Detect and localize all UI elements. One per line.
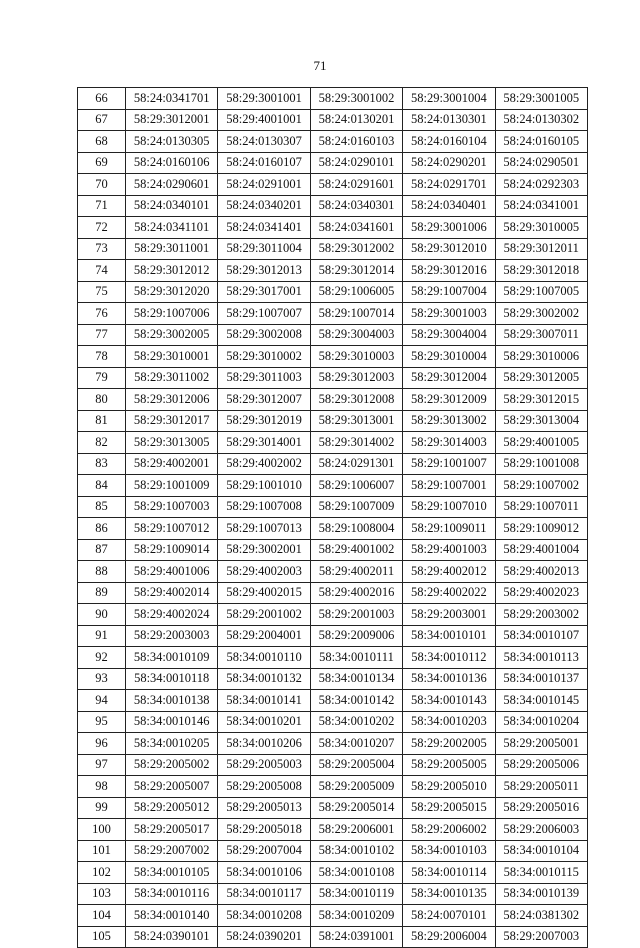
cadastral-number-cell: 58:24:0160103	[310, 131, 402, 153]
table-row	[78, 453, 588, 475]
cadastral-number-cell: 58:34:0010208	[218, 905, 310, 927]
table-row	[78, 152, 588, 174]
cadastral-number-cell: 58:29:2005006	[495, 754, 587, 776]
cadastral-number-cell: 58:24:0160106	[126, 152, 218, 174]
row-number-cell: 93	[78, 668, 126, 690]
cadastral-number-cell: 58:34:0010103	[403, 840, 495, 862]
cadastral-number-cell: 58:34:0010114	[403, 862, 495, 884]
cadastral-number-cell: 58:24:0130302	[495, 109, 587, 131]
table-row	[78, 819, 588, 841]
cadastral-number-cell: 58:29:2004001	[218, 625, 310, 647]
table-row	[78, 776, 588, 798]
cadastral-number-cell: 58:24:0391001	[310, 926, 402, 948]
table-row	[78, 260, 588, 282]
row-number-cell: 97	[78, 754, 126, 776]
cadastral-number-cell: 58:34:0010116	[126, 883, 218, 905]
cadastral-number-cell: 58:29:1007005	[495, 281, 587, 303]
cadastral-number-cell: 58:29:3010003	[310, 346, 402, 368]
table-row	[78, 539, 588, 561]
cadastral-number-cell: 58:24:0292303	[495, 174, 587, 196]
cadastral-number-cell: 58:34:0010140	[126, 905, 218, 927]
cadastral-number-cell: 58:29:1001007	[403, 453, 495, 475]
cadastral-number-cell: 58:24:0381302	[495, 905, 587, 927]
cadastral-number-cell: 58:24:0290601	[126, 174, 218, 196]
cadastral-number-cell: 58:29:1007004	[403, 281, 495, 303]
cadastral-number-cell: 58:29:3001002	[310, 88, 402, 110]
cadastral-number-cell: 58:29:1009012	[495, 518, 587, 540]
cadastral-number-cell: 58:29:3012018	[495, 260, 587, 282]
cadastral-number-cell: 58:29:2007002	[126, 840, 218, 862]
table-row	[78, 238, 588, 260]
cadastral-number-cell: 58:24:0130301	[403, 109, 495, 131]
cadastral-number-cell: 58:34:0010141	[218, 690, 310, 712]
cadastral-number-cell: 58:29:2005014	[310, 797, 402, 819]
table-row	[78, 561, 588, 583]
cadastral-number-cell: 58:29:1007009	[310, 496, 402, 518]
cadastral-number-cell: 58:24:0130201	[310, 109, 402, 131]
row-number-cell: 92	[78, 647, 126, 669]
cadastral-number-cell: 58:24:0291001	[218, 174, 310, 196]
table-row	[78, 883, 588, 905]
cadastral-number-cell: 58:29:3014003	[403, 432, 495, 454]
cadastral-number-cell: 58:29:3013005	[126, 432, 218, 454]
cadastral-number-cell: 58:34:0010110	[218, 647, 310, 669]
cadastral-number-cell: 58:29:3004004	[403, 324, 495, 346]
cadastral-number-cell: 58:29:2005015	[403, 797, 495, 819]
table-row	[78, 195, 588, 217]
table-row	[78, 733, 588, 755]
cadastral-number-cell: 58:29:4002016	[310, 582, 402, 604]
row-number-cell: 66	[78, 88, 126, 110]
cadastral-number-cell: 58:29:2005011	[495, 776, 587, 798]
cadastral-number-cell: 58:29:2003003	[126, 625, 218, 647]
cadastral-number-cell: 58:29:2005016	[495, 797, 587, 819]
cadastral-number-cell: 58:29:1007002	[495, 475, 587, 497]
cadastral-number-cell: 58:29:4001003	[403, 539, 495, 561]
cadastral-number-cell: 58:24:0130307	[218, 131, 310, 153]
cadastral-number-cell: 58:29:3010006	[495, 346, 587, 368]
cadastral-number-cell: 58:29:1006007	[310, 475, 402, 497]
cadastral-number-cell: 58:29:4002001	[126, 453, 218, 475]
cadastral-number-cell: 58:24:0291701	[403, 174, 495, 196]
cadastral-number-cell: 58:29:1007006	[126, 303, 218, 325]
cadastral-number-cell: 58:29:2005010	[403, 776, 495, 798]
cadastral-number-cell: 58:29:2005004	[310, 754, 402, 776]
table-row	[78, 303, 588, 325]
row-number-cell: 84	[78, 475, 126, 497]
cadastral-number-cell: 58:24:0160107	[218, 152, 310, 174]
cadastral-number-cell: 58:24:0130305	[126, 131, 218, 153]
cadastral-number-cell: 58:29:3013002	[403, 410, 495, 432]
cadastral-number-cell: 58:24:0341601	[310, 217, 402, 239]
cadastral-number-cell: 58:29:3002008	[218, 324, 310, 346]
row-number-cell: 104	[78, 905, 126, 927]
cadastral-number-cell: 58:29:3012010	[403, 238, 495, 260]
cadastral-number-cell: 58:29:4002014	[126, 582, 218, 604]
cadastral-number-cell: 58:29:4002011	[310, 561, 402, 583]
table-row	[78, 926, 588, 948]
row-number-cell: 94	[78, 690, 126, 712]
row-number-cell: 90	[78, 604, 126, 626]
row-number-cell: 83	[78, 453, 126, 475]
cadastral-number-cell: 58:34:0010137	[495, 668, 587, 690]
cadastral-number-cell: 58:29:4002013	[495, 561, 587, 583]
cadastral-number-cell: 58:29:2005018	[218, 819, 310, 841]
table-row	[78, 475, 588, 497]
row-number-cell: 79	[78, 367, 126, 389]
row-number-cell: 103	[78, 883, 126, 905]
cadastral-number-cell: 58:24:0291301	[310, 453, 402, 475]
cadastral-number-cell: 58:29:1007010	[403, 496, 495, 518]
cadastral-number-cell: 58:29:4002012	[403, 561, 495, 583]
row-number-cell: 67	[78, 109, 126, 131]
table-row	[78, 690, 588, 712]
cadastral-number-cell: 58:29:3001001	[218, 88, 310, 110]
cadastral-number-cell: 58:34:0010117	[218, 883, 310, 905]
cadastral-number-cell: 58:29:2005005	[403, 754, 495, 776]
cadastral-number-cell: 58:34:0010106	[218, 862, 310, 884]
row-number-cell: 91	[78, 625, 126, 647]
row-number-cell: 105	[78, 926, 126, 948]
cadastral-number-cell: 58:29:3012017	[126, 410, 218, 432]
page-number: 71	[313, 58, 327, 73]
cadastral-number-cell: 58:29:1007007	[218, 303, 310, 325]
cadastral-number-cell: 58:24:0341001	[495, 195, 587, 217]
cadastral-number-cell: 58:29:1007011	[495, 496, 587, 518]
cadastral-number-cell: 58:29:3011004	[218, 238, 310, 260]
row-number-cell: 100	[78, 819, 126, 841]
cadastral-number-cell: 58:34:0010206	[218, 733, 310, 755]
cadastral-number-cell: 58:29:4002023	[495, 582, 587, 604]
cadastral-number-cell: 58:29:2009006	[310, 625, 402, 647]
row-number-cell: 70	[78, 174, 126, 196]
cadastral-number-cell: 58:29:3012007	[218, 389, 310, 411]
row-number-cell: 86	[78, 518, 126, 540]
table-row	[78, 281, 588, 303]
cadastral-number-cell: 58:29:2007003	[495, 926, 587, 948]
cadastral-number-cell: 58:34:0010207	[310, 733, 402, 755]
cadastral-number-cell: 58:34:0010119	[310, 883, 402, 905]
cadastral-number-cell: 58:29:1007008	[218, 496, 310, 518]
cadastral-number-cell: 58:34:0010209	[310, 905, 402, 927]
cadastral-number-cell: 58:29:1006005	[310, 281, 402, 303]
cadastral-number-cell: 58:29:3013001	[310, 410, 402, 432]
cadastral-number-cell: 58:29:1007001	[403, 475, 495, 497]
cadastral-number-cell: 58:24:0390101	[126, 926, 218, 948]
row-number-cell: 68	[78, 131, 126, 153]
cadastral-number-cell: 58:34:0010135	[403, 883, 495, 905]
cadastral-number-cell: 58:29:2005003	[218, 754, 310, 776]
cadastral-number-cell: 58:29:3014002	[310, 432, 402, 454]
cadastral-number-cell: 58:29:1007003	[126, 496, 218, 518]
cadastral-number-cell: 58:29:4001006	[126, 561, 218, 583]
row-number-cell: 74	[78, 260, 126, 282]
cadastral-number-cell: 58:29:3012020	[126, 281, 218, 303]
cadastral-number-cell: 58:34:0010113	[495, 647, 587, 669]
cadastral-number-cell: 58:29:3012015	[495, 389, 587, 411]
cadastral-number-cell: 58:34:0010134	[310, 668, 402, 690]
cadastral-number-cell: 58:29:2001002	[218, 604, 310, 626]
cadastral-number-cell: 58:29:1007012	[126, 518, 218, 540]
cadastral-number-cell: 58:34:0010202	[310, 711, 402, 733]
row-number-cell: 102	[78, 862, 126, 884]
row-number-cell: 101	[78, 840, 126, 862]
table-row	[78, 797, 588, 819]
row-number-cell: 88	[78, 561, 126, 583]
cadastral-number-cell: 58:29:1001009	[126, 475, 218, 497]
table-row	[78, 88, 588, 110]
cadastral-number-cell: 58:34:0010118	[126, 668, 218, 690]
cadastral-number-cell: 58:29:2001003	[310, 604, 402, 626]
row-number-cell: 95	[78, 711, 126, 733]
cadastral-number-cell: 58:34:0010107	[495, 625, 587, 647]
cadastral-number-cell: 58:34:0010204	[495, 711, 587, 733]
cadastral-number-cell: 58:29:1008004	[310, 518, 402, 540]
cadastral-number-cell: 58:29:3012004	[403, 367, 495, 389]
cadastral-number-cell: 58:34:0010108	[310, 862, 402, 884]
cadastral-number-cell: 58:24:0160104	[403, 131, 495, 153]
cadastral-number-cell: 58:29:3012009	[403, 389, 495, 411]
cadastral-number-cell: 58:34:0010146	[126, 711, 218, 733]
cadastral-number-cell: 58:29:3001004	[403, 88, 495, 110]
cadastral-number-cell: 58:29:2005012	[126, 797, 218, 819]
cadastral-number-cell: 58:34:0010139	[495, 883, 587, 905]
row-number-cell: 71	[78, 195, 126, 217]
table-row	[78, 840, 588, 862]
cadastral-number-cell: 58:29:2005017	[126, 819, 218, 841]
cadastral-number-cell: 58:24:0290101	[310, 152, 402, 174]
cadastral-number-cell: 58:29:3007011	[495, 324, 587, 346]
cadastral-number-cell: 58:24:0340401	[403, 195, 495, 217]
table-row	[78, 217, 588, 239]
row-number-cell: 98	[78, 776, 126, 798]
table-row	[78, 518, 588, 540]
cadastral-number-cell: 58:29:3012011	[495, 238, 587, 260]
cadastral-number-cell: 58:29:3012005	[495, 367, 587, 389]
row-number-cell: 73	[78, 238, 126, 260]
row-number-cell: 99	[78, 797, 126, 819]
cadastral-number-cell: 58:29:3012003	[310, 367, 402, 389]
cadastral-number-cell: 58:29:2003001	[403, 604, 495, 626]
cadastral-number-cell: 58:24:0390201	[218, 926, 310, 948]
table-row	[78, 582, 588, 604]
cadastral-number-cell: 58:29:3012001	[126, 109, 218, 131]
cadastral-number-cell: 58:29:3011002	[126, 367, 218, 389]
table-row	[78, 131, 588, 153]
cadastral-table	[77, 87, 588, 948]
cadastral-number-cell: 58:34:0010101	[403, 625, 495, 647]
cadastral-number-cell: 58:29:2005009	[310, 776, 402, 798]
table-row	[78, 346, 588, 368]
cadastral-number-cell: 58:29:3010005	[495, 217, 587, 239]
row-number-cell: 89	[78, 582, 126, 604]
cadastral-number-cell: 58:34:0010115	[495, 862, 587, 884]
cadastral-number-cell: 58:29:3004003	[310, 324, 402, 346]
cadastral-number-cell: 58:34:0010136	[403, 668, 495, 690]
table-row	[78, 711, 588, 733]
cadastral-number-cell: 58:24:0341701	[126, 88, 218, 110]
table-row	[78, 625, 588, 647]
cadastral-number-cell: 58:24:0290201	[403, 152, 495, 174]
cadastral-number-cell: 58:29:3010004	[403, 346, 495, 368]
cadastral-number-cell: 58:29:1009014	[126, 539, 218, 561]
cadastral-number-cell: 58:29:4002022	[403, 582, 495, 604]
row-number-cell: 82	[78, 432, 126, 454]
table-row	[78, 367, 588, 389]
cadastral-number-cell: 58:24:0070101	[403, 905, 495, 927]
cadastral-number-cell: 58:29:1007014	[310, 303, 402, 325]
cadastral-number-cell: 58:29:3013004	[495, 410, 587, 432]
cadastral-number-cell: 58:29:4001002	[310, 539, 402, 561]
cadastral-number-cell: 58:29:4001005	[495, 432, 587, 454]
cadastral-number-cell: 58:29:3002001	[218, 539, 310, 561]
cadastral-number-cell: 58:29:3001006	[403, 217, 495, 239]
table-row	[78, 862, 588, 884]
cadastral-number-cell: 58:29:4002024	[126, 604, 218, 626]
cadastral-number-cell: 58:29:2005001	[495, 733, 587, 755]
row-number-cell: 96	[78, 733, 126, 755]
cadastral-number-cell: 58:29:1001010	[218, 475, 310, 497]
table-row	[78, 905, 588, 927]
cadastral-number-cell: 58:29:3012002	[310, 238, 402, 260]
table-row	[78, 604, 588, 626]
cadastral-number-cell: 58:24:0291601	[310, 174, 402, 196]
cadastral-number-cell: 58:34:0010201	[218, 711, 310, 733]
table-row	[78, 174, 588, 196]
cadastral-number-cell: 58:34:0010102	[310, 840, 402, 862]
cadastral-number-cell: 58:29:2005007	[126, 776, 218, 798]
cadastral-number-cell: 58:29:3012012	[126, 260, 218, 282]
cadastral-number-cell: 58:29:3014001	[218, 432, 310, 454]
cadastral-number-cell: 58:24:0160105	[495, 131, 587, 153]
row-number-cell: 69	[78, 152, 126, 174]
cadastral-number-cell: 58:29:3012016	[403, 260, 495, 282]
cadastral-number-cell: 58:24:0340101	[126, 195, 218, 217]
table-row	[78, 432, 588, 454]
cadastral-number-cell: 58:29:3011001	[126, 238, 218, 260]
table-row	[78, 496, 588, 518]
cadastral-number-cell: 58:29:3002005	[126, 324, 218, 346]
cadastral-number-cell: 58:29:2006004	[403, 926, 495, 948]
cadastral-number-cell: 58:29:2005002	[126, 754, 218, 776]
table-row	[78, 668, 588, 690]
cadastral-number-cell: 58:29:3002002	[495, 303, 587, 325]
cadastral-number-cell: 58:34:0010109	[126, 647, 218, 669]
cadastral-number-cell: 58:29:2006003	[495, 819, 587, 841]
cadastral-number-cell: 58:29:4002015	[218, 582, 310, 604]
cadastral-number-cell: 58:29:3017001	[218, 281, 310, 303]
cadastral-number-cell: 58:34:0010145	[495, 690, 587, 712]
cadastral-number-cell: 58:29:3012014	[310, 260, 402, 282]
row-number-cell: 80	[78, 389, 126, 411]
cadastral-number-cell: 58:34:0010105	[126, 862, 218, 884]
cadastral-number-cell: 58:29:1007013	[218, 518, 310, 540]
table-row	[78, 754, 588, 776]
cadastral-number-cell: 58:29:3001003	[403, 303, 495, 325]
row-number-cell: 72	[78, 217, 126, 239]
cadastral-number-cell: 58:24:0341101	[126, 217, 218, 239]
cadastral-number-cell: 58:34:0010142	[310, 690, 402, 712]
table-row	[78, 109, 588, 131]
row-number-cell: 81	[78, 410, 126, 432]
row-number-cell: 85	[78, 496, 126, 518]
cadastral-number-cell: 58:29:3011003	[218, 367, 310, 389]
cadastral-number-cell: 58:29:1001008	[495, 453, 587, 475]
cadastral-number-cell: 58:29:4001004	[495, 539, 587, 561]
cadastral-number-cell: 58:29:3012013	[218, 260, 310, 282]
cadastral-number-cell: 58:34:0010143	[403, 690, 495, 712]
row-number-cell: 77	[78, 324, 126, 346]
cadastral-table-body	[78, 88, 588, 948]
cadastral-number-cell: 58:34:0010111	[310, 647, 402, 669]
cadastral-number-cell: 58:34:0010132	[218, 668, 310, 690]
cadastral-number-cell: 58:34:0010203	[403, 711, 495, 733]
cadastral-number-cell: 58:29:3012006	[126, 389, 218, 411]
cadastral-number-cell: 58:34:0010138	[126, 690, 218, 712]
table-row	[78, 389, 588, 411]
cadastral-number-cell: 58:29:2005008	[218, 776, 310, 798]
cadastral-number-cell: 58:29:1009011	[403, 518, 495, 540]
row-number-cell: 76	[78, 303, 126, 325]
cadastral-number-cell: 58:34:0010112	[403, 647, 495, 669]
table-row	[78, 647, 588, 669]
cadastral-number-cell: 58:34:0010104	[495, 840, 587, 862]
cadastral-number-cell: 58:24:0290501	[495, 152, 587, 174]
row-number-cell: 78	[78, 346, 126, 368]
table-row	[78, 324, 588, 346]
cadastral-number-cell: 58:29:4001001	[218, 109, 310, 131]
cadastral-number-cell: 58:29:2005013	[218, 797, 310, 819]
cadastral-number-cell: 58:29:2006001	[310, 819, 402, 841]
cadastral-number-cell: 58:29:3012019	[218, 410, 310, 432]
cadastral-number-cell: 58:29:2006002	[403, 819, 495, 841]
cadastral-number-cell: 58:29:2003002	[495, 604, 587, 626]
cadastral-number-cell: 58:24:0341401	[218, 217, 310, 239]
cadastral-number-cell: 58:29:4002003	[218, 561, 310, 583]
cadastral-number-cell: 58:29:3001005	[495, 88, 587, 110]
cadastral-number-cell: 58:29:3012008	[310, 389, 402, 411]
cadastral-number-cell: 58:24:0340301	[310, 195, 402, 217]
cadastral-number-cell: 58:29:4002002	[218, 453, 310, 475]
row-number-cell: 75	[78, 281, 126, 303]
cadastral-number-cell: 58:29:3010001	[126, 346, 218, 368]
cadastral-number-cell: 58:24:0340201	[218, 195, 310, 217]
cadastral-number-cell: 58:34:0010205	[126, 733, 218, 755]
cadastral-number-cell: 58:29:2007004	[218, 840, 310, 862]
row-number-cell: 87	[78, 539, 126, 561]
table-row	[78, 410, 588, 432]
cadastral-number-cell: 58:29:2002005	[403, 733, 495, 755]
cadastral-number-cell: 58:29:3010002	[218, 346, 310, 368]
